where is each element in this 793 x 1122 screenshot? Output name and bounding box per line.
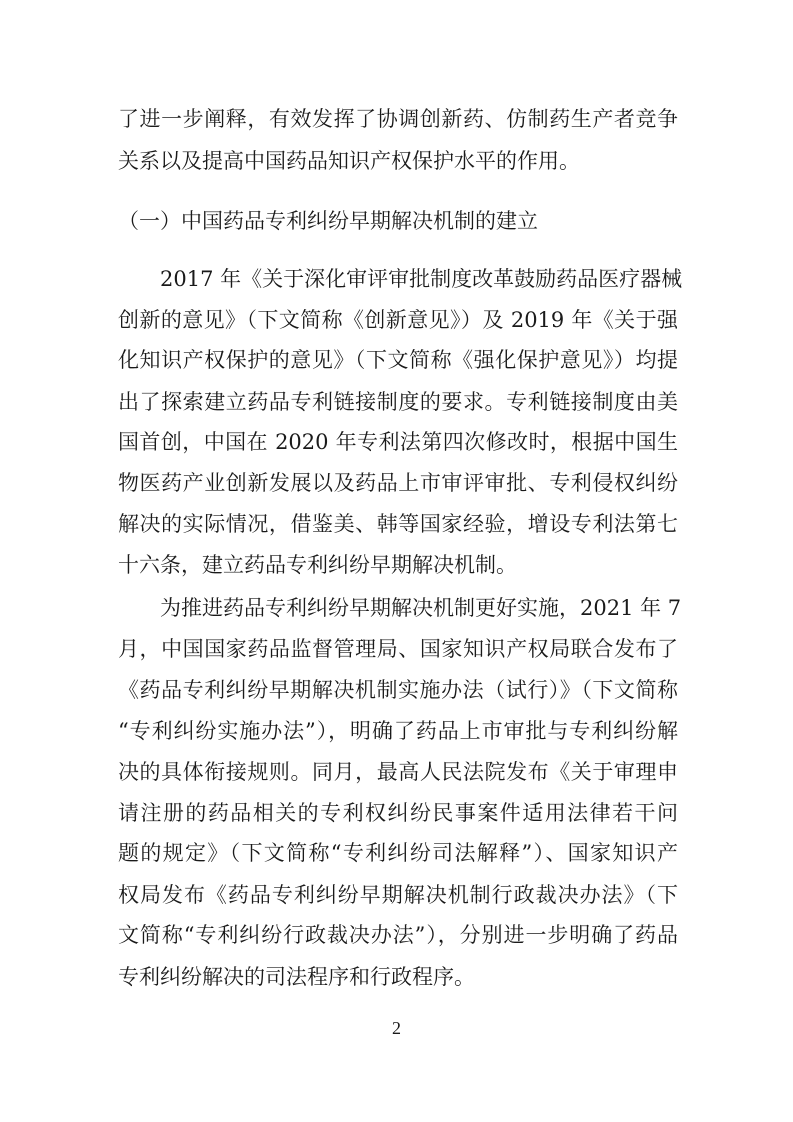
- paragraph-line: 权局发布《药品专利纠纷早期解决机制行政裁决办法》（下: [118, 883, 678, 907]
- paragraph-line: 《药品专利纠纷早期解决机制实施办法（试行）》（下文简称: [118, 678, 678, 702]
- paragraph-line: 国首创，中国在 2020 年专利法第四次修改时，根据中国生: [118, 430, 678, 454]
- paragraph-line: 专利纠纷解决的司法程序和行政程序。: [118, 965, 475, 989]
- paragraph-line: 创新的意见》（下文简称《创新意见》）及 2019 年《关于强: [118, 308, 678, 332]
- paragraph-line: 月，中国国家药品监督管理局、国家知识产权局联合发布了: [118, 637, 678, 661]
- paragraph-line: 关系以及提高中国药品知识产权保护水平的作用。: [118, 149, 580, 173]
- paragraph-line: 了进一步阐释，有效发挥了协调创新药、仿制药生产者竞争: [118, 107, 678, 131]
- paragraph-line: 解决的实际情况，借鉴美、韩等国家经验，增设专利法第七: [118, 512, 678, 536]
- paragraph-line: 物医药产业创新发展以及药品上市审评审批、专利侵权纠纷: [118, 471, 678, 495]
- paragraph-line: 2017 年《关于深化审评审批制度改革鼓励药品医疗器械: [160, 267, 683, 291]
- paragraph-line: 出了探索建立药品专利链接制度的要求。专利链接制度由美: [118, 390, 678, 414]
- section-heading: （一）中国药品专利纠纷早期解决机制的建立: [118, 209, 538, 233]
- paragraph-line: 文简称“专利纠纷行政裁决办法”），分别进一步明确了药品: [118, 923, 678, 947]
- paragraph-line: 题的规定》（下文简称“专利纠纷司法解释”）、国家知识产: [118, 841, 678, 865]
- paragraph-line: 为推进药品专利纠纷早期解决机制更好实施，2021 年 7: [160, 596, 682, 620]
- paragraph-line: “专利纠纷实施办法”），明确了药品上市审批与专利纠纷解: [118, 719, 678, 743]
- page-number: 2: [392, 1018, 401, 1038]
- paragraph-line: 请注册的药品相关的专利权纠纷民事案件适用法律若干问: [118, 801, 678, 825]
- paragraph-line: 化知识产权保护的意见》（下文简称《强化保护意见》）均提: [118, 348, 678, 372]
- paragraph-line: 十六条，建立药品专利纠纷早期解决机制。: [118, 553, 517, 577]
- paragraph-line: 决的具体衔接规则。同月，最高人民法院发布《关于审理申: [118, 760, 678, 784]
